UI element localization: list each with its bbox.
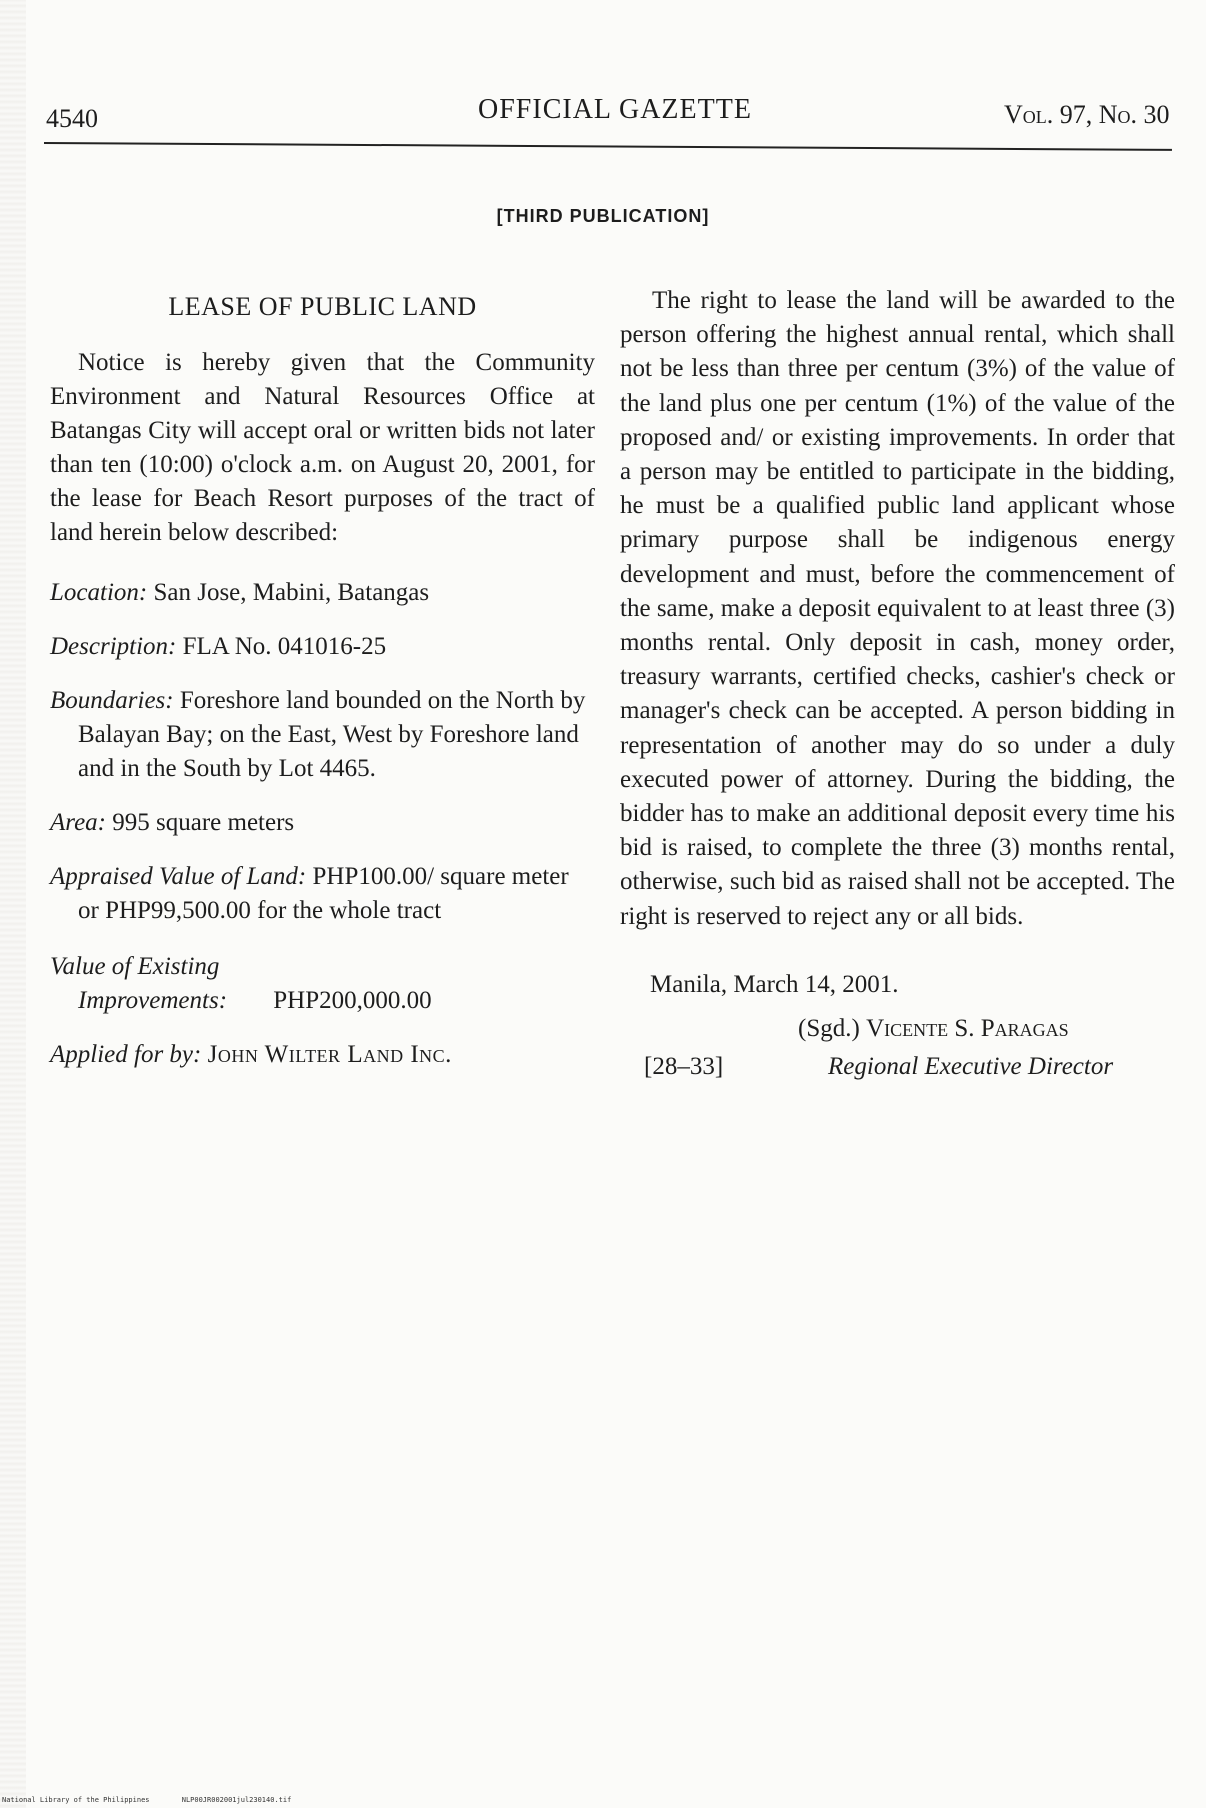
location-field <box>50 576 595 610</box>
boundaries-value: Foreshore land bounded on the North by Balayan Bay; on the East, West by Foreshore land and in the South by Lot 4465. <box>78 687 586 782</box>
terms-paragraph: The right to lease the land will be awarded to the person offering the highest annual rental, which shall not be less than three per centum (3%) of the value of the land plus one per centum (1%) of the value of the proposed and/ or existing improvements. In order that a person may be entitled to participate in the bidding, he must be a qualified public land applicant whose primary purpose shall be indigenous energy development and must, before the commencement of the same, make a deposit equivalent to at least three (3) months rental. Only deposit in cash, money order, treasury warrants, certified checks, cashier's check or manager's check can be accepted. A person bidding in representation of another may do so under a duly executed power of attorney. During the bidding, the bidder has to make an additional deposit every time his bid is raised, to complete the three (3) months rental, otherwise, such bid as raised shall not be accepted. The right is reserved to reject any or all bids. <box>620 287 1175 930</box>
description-value: FLA No. 041016-25 <box>182 633 387 660</box>
area-value: 995 square meters <box>112 809 295 836</box>
location-label: Location: <box>50 579 148 606</box>
date-line: Manila, March 14, 2001. <box>650 970 899 998</box>
publication-ref: [28–33] <box>644 1053 724 1081</box>
area-field <box>50 806 595 840</box>
notice-title: LEASE OF PUBLIC LAND <box>168 292 477 321</box>
publication-tag: [THIRD PUBLICATION] <box>496 206 710 226</box>
boundaries-label: Boundaries: <box>50 687 174 714</box>
applicant-value: John Wilter Land Inc. <box>207 1041 452 1068</box>
page-header <box>0 0 1206 160</box>
scan-footer <box>2 1796 319 1804</box>
improvements-value: PHP200,000.00 <box>273 987 432 1014</box>
description-field <box>50 630 595 664</box>
area-label: Area: <box>50 809 106 836</box>
notice-intro: Notice is hereby given that the Community Environment and Natural Resources Office at Batangas City will accept oral or written bids not later than ten (10:00) o'clock a.m. on August 20, 2001, for the lease for Beach Resort purposes of the tract of land herein below described: <box>50 349 595 546</box>
improvements-label-line1: Value of Existing <box>50 953 220 980</box>
boundaries-field <box>50 684 595 786</box>
appraised-value-label: Appraised Value of Land: <box>50 863 307 890</box>
improvements-field <box>50 950 595 1018</box>
gazette-title: OFFICIAL GAZETTE <box>478 94 752 125</box>
right-column <box>620 284 1175 1092</box>
signature-block <box>620 1012 1175 1092</box>
location-value: San Jose, Mabini, Batangas <box>153 579 430 606</box>
volume-number: Vol. 97, No. 30 <box>1004 100 1170 129</box>
applicant-field <box>50 1038 595 1072</box>
page-number: 4540 <box>46 104 98 133</box>
appraised-value-field <box>50 860 595 928</box>
signatory-name: Vicente S. Paragas <box>866 1015 1069 1043</box>
footer-file: NLP00JR002001jul230140.tif <box>181 1796 292 1804</box>
description-label: Description: <box>50 633 177 660</box>
signatory-title: Regional Executive Director <box>828 1053 1114 1081</box>
left-column <box>50 290 595 1072</box>
improvements-label-line2: Improvements: <box>78 987 228 1014</box>
signatory <box>798 1012 1069 1046</box>
sgd-mark: (Sgd.) <box>798 1015 860 1043</box>
appraised-value-value: PHP100.00/ square meter or PHP99,500.00 for the whole tract <box>78 863 569 924</box>
applicant-label: Applied for by: <box>50 1041 202 1068</box>
footer-library: National Library of the Philippines <box>2 1796 150 1804</box>
header-rule <box>44 142 1172 151</box>
scan-edge <box>0 0 26 1808</box>
